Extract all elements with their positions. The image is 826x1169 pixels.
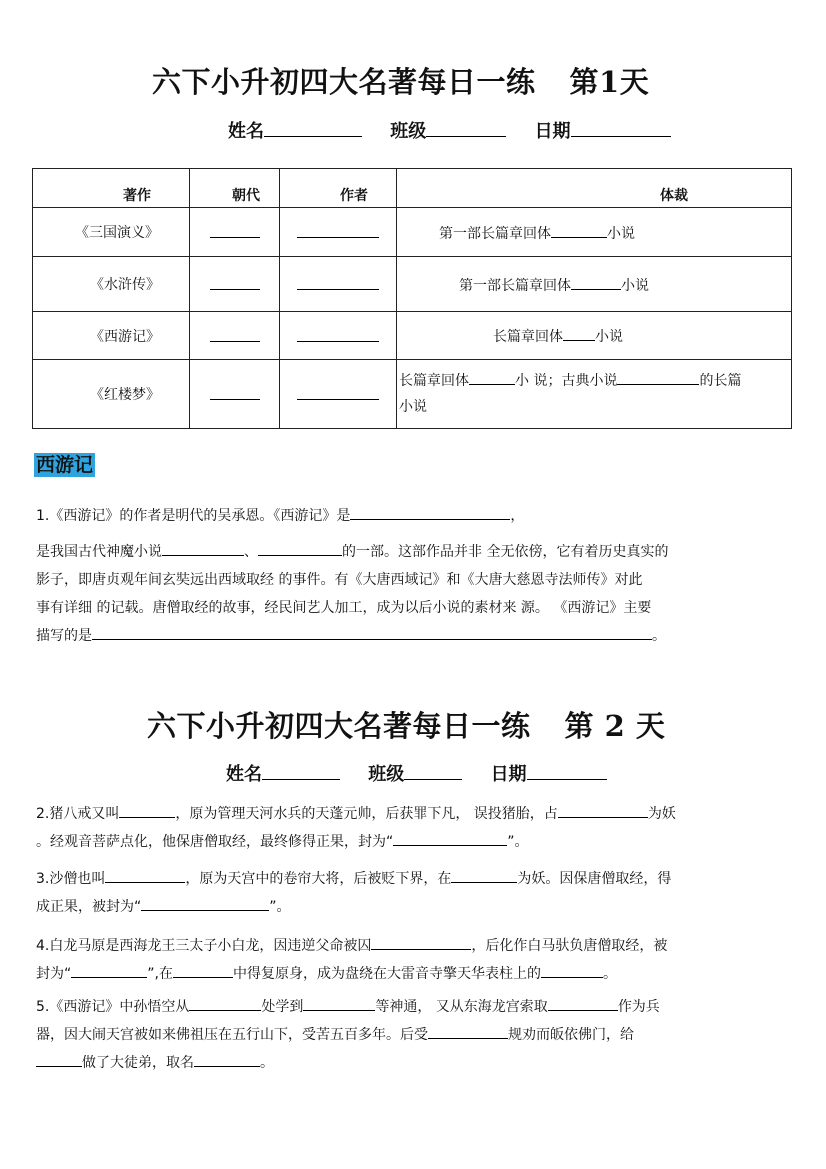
author-blank[interactable] bbox=[297, 222, 379, 238]
name-blank[interactable] bbox=[262, 761, 340, 780]
book-cell: 《水浒传》 bbox=[33, 257, 190, 312]
question-5: 5.《西游记》中孙悟空从 处学到 等神通， 又从东海龙宫索取 作为兵 器，因大闹天宫被如来佛祖压在五行山下，受苦五百多年。后受 规劝而皈依佛门，给 做了大徒弟，取名 。 bbox=[36, 993, 796, 1077]
q4-blank-2[interactable] bbox=[71, 962, 147, 978]
class-blank[interactable] bbox=[426, 118, 506, 137]
book-cell: 《西游记》 bbox=[33, 312, 190, 360]
class-label: 班级 bbox=[390, 121, 427, 142]
question-4: 4.白龙马原是西海龙王三太子小白龙，因违逆父命被囚 ，后化作白马驮负唐僧取经，被 封为“ ”,在 中得复原身，成为盘绕在大雷音寺擎天华表柱上的 。 bbox=[36, 932, 796, 988]
student-info-row-2 bbox=[226, 760, 607, 786]
q3-blank-3[interactable] bbox=[141, 895, 269, 911]
date-label: 日期 bbox=[534, 121, 571, 142]
table-row bbox=[33, 360, 792, 429]
q2-blank-3[interactable] bbox=[393, 830, 507, 846]
question-1: 1.《西游记》的作者是明代的吴承恩。《西游记》是 ， 是我国古代神魔小说 、 的一部。这部作品并非 全无依傍，它有着历史真实的 影子，即唐贞观年间玄奘远出西域取经 的事件。有《大唐西域记》和《大唐大慈恩寺法师传》对此 事有详细 的记载。唐僧取经的故事，经民间艺人加工，成为以后小说的素材来 源。 《西游记》主要 描写的是 。 bbox=[36, 502, 796, 650]
q1-blank-3[interactable] bbox=[258, 540, 342, 556]
q5-blank-2[interactable] bbox=[303, 995, 375, 1011]
q1-blank-1[interactable] bbox=[350, 504, 510, 520]
section-label bbox=[34, 450, 95, 477]
dynasty-blank[interactable] bbox=[210, 222, 260, 238]
day-label: 第 2 天 bbox=[564, 709, 666, 743]
page-title bbox=[152, 60, 649, 101]
q2-blank-2[interactable] bbox=[558, 802, 648, 818]
genre-blank[interactable] bbox=[563, 325, 595, 341]
q5-blank-5[interactable] bbox=[36, 1051, 82, 1067]
title-text: 六下小升初四大名著每日一练 bbox=[152, 65, 536, 99]
genre-cell: 长篇章回体 小说 bbox=[397, 312, 792, 360]
author-blank[interactable] bbox=[297, 326, 379, 342]
student-info-row bbox=[228, 117, 671, 143]
q4-blank-1[interactable] bbox=[371, 934, 471, 950]
date-blank[interactable] bbox=[571, 118, 671, 137]
classics-table bbox=[32, 168, 792, 429]
table-row bbox=[33, 257, 792, 312]
q4-blank-4[interactable] bbox=[541, 962, 603, 978]
q5-blank-3[interactable] bbox=[548, 995, 618, 1011]
q1-blank-2[interactable] bbox=[162, 540, 244, 556]
date-blank[interactable] bbox=[527, 761, 607, 780]
table-row bbox=[33, 208, 792, 257]
genre-cell: 第一部长篇章回体 小说 bbox=[397, 257, 792, 312]
header-author: 作者 bbox=[280, 169, 397, 208]
header-genre: 体裁 bbox=[397, 169, 792, 208]
q5-blank-6[interactable] bbox=[194, 1051, 260, 1067]
dynasty-blank[interactable] bbox=[210, 384, 260, 400]
q2-blank-1[interactable] bbox=[119, 802, 175, 818]
day-label: 第1天 bbox=[569, 65, 650, 99]
genre-cell: 长篇章回体 小 说；古典小说 的长篇 小说 bbox=[397, 360, 792, 429]
author-blank[interactable] bbox=[297, 274, 379, 290]
name-label: 姓名 bbox=[228, 121, 264, 142]
q3-blank-2[interactable] bbox=[451, 867, 517, 883]
section-label-text: 西游记 bbox=[36, 454, 94, 476]
table-row bbox=[33, 312, 792, 360]
dynasty-blank[interactable] bbox=[210, 274, 260, 290]
question-3: 3.沙僧也叫 ，原为天宫中的卷帘大将，后被贬下界，在 为妖。因保唐僧取经，得 成正果，被封为“ ”。 bbox=[36, 865, 796, 921]
question-2: 2.猪八戒又叫 ，原为管理天河水兵的天蓬元帅，后获罪下凡， 误投猪胎，占 为妖 。经观音菩萨点化，他保唐僧取经，最终修得正果，封为“ ”。 bbox=[36, 800, 796, 856]
header-dynasty: 朝代 bbox=[190, 169, 280, 208]
q3-blank-1[interactable] bbox=[105, 867, 185, 883]
header-book: 著作 bbox=[33, 169, 190, 208]
page-title-2 bbox=[147, 704, 665, 745]
book-cell: 《三国演义》 bbox=[33, 208, 190, 257]
book-cell: 《红楼梦》 bbox=[33, 360, 190, 429]
author-blank[interactable] bbox=[297, 384, 379, 400]
q4-blank-3[interactable] bbox=[173, 962, 233, 978]
name-blank[interactable] bbox=[264, 118, 362, 137]
q5-blank-4[interactable] bbox=[428, 1023, 508, 1039]
genre-blank-2[interactable] bbox=[617, 369, 699, 385]
name-label: 姓名 bbox=[226, 764, 262, 785]
title-text: 六下小升初四大名著每日一练 bbox=[147, 709, 531, 743]
class-blank[interactable] bbox=[404, 761, 462, 780]
table-header-row bbox=[33, 169, 792, 208]
q1-blank-4[interactable] bbox=[92, 624, 652, 640]
genre-cell: 第一部长篇章回体 小说 bbox=[397, 208, 792, 257]
dynasty-blank[interactable] bbox=[210, 326, 260, 342]
genre-blank[interactable] bbox=[469, 369, 515, 385]
genre-blank[interactable] bbox=[571, 274, 621, 290]
genre-blank[interactable] bbox=[551, 222, 607, 238]
class-label: 班级 bbox=[368, 764, 405, 785]
date-label: 日期 bbox=[490, 764, 527, 785]
q5-blank-1[interactable] bbox=[189, 995, 261, 1011]
